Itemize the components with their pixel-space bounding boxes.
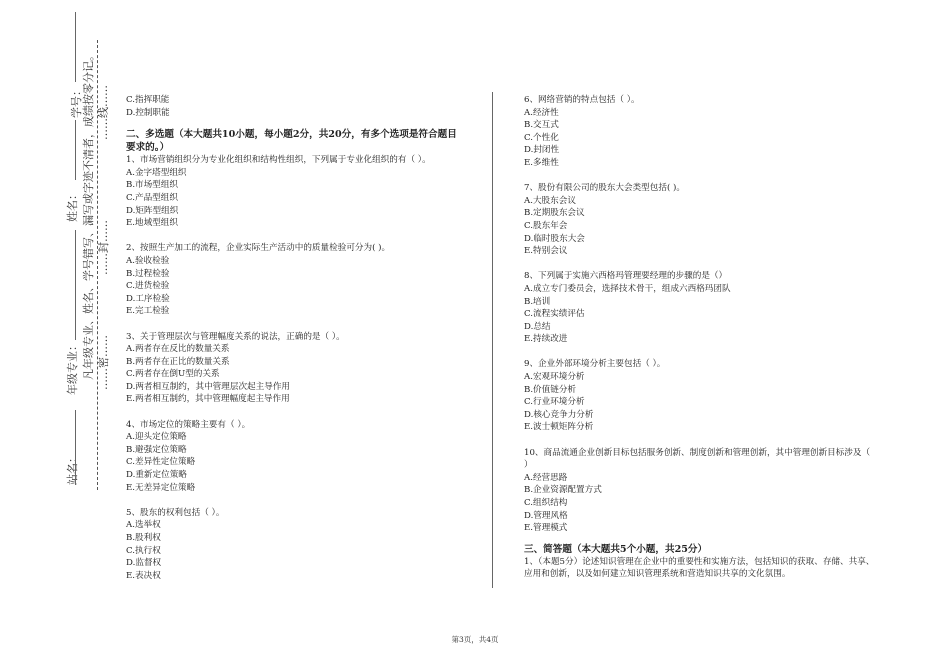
q7-option-d: D.临时股东大会 xyxy=(524,233,585,244)
q6-option-d: D.封闭性 xyxy=(524,145,560,156)
q9-option-c: C.行业环境分析 xyxy=(524,397,585,408)
margin-name-underline xyxy=(75,120,76,180)
major-label: 年级专业： xyxy=(66,340,79,395)
q7-stem: 7、股份有限公司的股东大会类型包括( )。 xyxy=(524,183,685,194)
q4-option-c: C.差异性定位策略 xyxy=(126,457,196,468)
section2-title-line2: 要求的。） xyxy=(126,142,170,154)
margin-major-underline xyxy=(75,230,76,340)
q6-option-b: B.交互式 xyxy=(524,120,559,131)
q9-option-d: D.核心竞争力分析 xyxy=(524,409,594,420)
margin-id-underline xyxy=(75,12,76,82)
q8-option-e: E.持续改进 xyxy=(524,334,568,345)
section2-title-line1: 二、多选题（本大题共10小题，每小题2分，共20分，有多个选项是符合题目 xyxy=(126,129,457,141)
q6-option-e: E.多维性 xyxy=(524,157,559,168)
q2-option-c: C.进货检验 xyxy=(126,281,170,292)
q8-option-b: B.培训 xyxy=(524,296,551,307)
q5-option-a: A.选举权 xyxy=(126,520,161,531)
q11-line1: 1、（本题5分）论述知识管理在企业中的重要性和实施方法，包括知识的获取、存储、共享、 xyxy=(524,556,875,567)
q4-option-d: D.重新定位策略 xyxy=(126,470,187,481)
q10-stem-line1: 10、商品流通企业创新目标包括服务创新、制度创新和管理创新，其中管理创新目标涉及（ xyxy=(524,447,871,458)
margin-station-underline xyxy=(75,410,76,485)
seal-mark-text: ……封…… xyxy=(97,220,110,275)
q2-option-a: A.验收检验 xyxy=(126,255,170,266)
q3-option-c: C.两者存在倒U型的关系 xyxy=(126,369,220,380)
q6-option-a: A.经济性 xyxy=(524,107,559,118)
q5-option-d: D.监督权 xyxy=(126,558,162,569)
margin-station xyxy=(64,452,80,485)
q5-option-b: B.股利权 xyxy=(126,533,161,543)
station-label: 站名： xyxy=(66,452,79,485)
margin-warning xyxy=(80,50,96,380)
q9-option-a: A.宏观环境分析 xyxy=(524,372,585,383)
line-mark-text: ……线…… xyxy=(97,85,110,140)
q3-option-a: A.两者存在反比的数量关系 xyxy=(126,344,230,355)
q5-option-c: C.执行权 xyxy=(126,545,161,556)
q7-option-e: E.特别会议 xyxy=(524,246,568,257)
q10-option-d: D.管理风格 xyxy=(524,510,568,521)
q6-option-c: C.个性化 xyxy=(524,132,559,143)
margin-major xyxy=(64,340,80,395)
q10-option-b: B.企业资源配置方式 xyxy=(524,485,602,496)
q10-stem-line2: ） xyxy=(524,460,533,471)
q4-option-b: B.避强定位策略 xyxy=(126,444,187,455)
q2-stem: 2、按照生产加工的流程，企业实际生产活动中的质量检验可分为( )。 xyxy=(126,243,391,254)
q4-option-e: E.无差异定位策略 xyxy=(126,482,196,493)
q8-option-a: A.成立专门委员会，选择技术骨干，组成六西格玛团队 xyxy=(524,283,731,294)
q7-option-a: A.大股东会议 xyxy=(524,195,576,206)
q1-option-d: D.矩阵型组织 xyxy=(126,205,179,216)
student-id-label: 学号： xyxy=(70,85,83,118)
q2-option-d: D.工序检验 xyxy=(126,293,170,304)
q9-option-b: B.价值链分析 xyxy=(524,384,577,395)
q1-option-a: A.金字塔型组织 xyxy=(126,167,187,178)
q9-stem: 9、企业外部环境分析主要包括（ ）。 xyxy=(524,359,666,370)
q1-option-e: E.地域型组织 xyxy=(126,218,178,229)
section3-title: 三、简答题（本大题共5个小题，共25分） xyxy=(524,543,708,555)
q3-option-b: B.两者存在正比的数量关系 xyxy=(126,356,230,367)
column-divider xyxy=(492,92,493,588)
warning-text: 凡年级专业、姓名、学号错写、漏写或字迹不清者，成绩按零分记。 xyxy=(82,50,95,380)
q1-stem: 1、市场营销组织分为专业化组织和结构性组织，下列属于专业化组织的有（ ）。 xyxy=(126,155,431,166)
page-footer: 第3页，共4页 xyxy=(451,635,499,644)
q3-option-d: D.两者相互制约，其中管理层次起主导作用 xyxy=(126,381,291,392)
q5-option-e: E.表决权 xyxy=(126,570,161,581)
q9-option-e: E.波士顿矩阵分析 xyxy=(524,422,594,433)
q10-option-c: C.组织结构 xyxy=(524,498,568,508)
secret-mark-text: ……密…… xyxy=(97,335,110,390)
q8-option-c: C.流程实绩评估 xyxy=(524,309,585,320)
q1-option-c: C.产品型组织 xyxy=(126,192,178,203)
margin-name xyxy=(64,189,80,222)
q8-option-d: D.总结 xyxy=(524,321,551,332)
right-column xyxy=(524,94,894,581)
q2-option-e: E.完工检验 xyxy=(126,306,170,317)
q3-stem: 3、关于管理层次与管理幅度关系的说法，正确的是（ ）。 xyxy=(126,331,345,342)
q1-option-b: B.市场型组织 xyxy=(126,180,179,191)
name-label: 姓名： xyxy=(66,189,79,222)
q7-option-c: C.股东年会 xyxy=(524,220,568,231)
binding-dashed-line xyxy=(97,40,98,490)
q7-option-b: B.定期股东会议 xyxy=(524,208,585,219)
left-column xyxy=(126,94,481,582)
q2-option-b: B.过程检验 xyxy=(126,268,170,279)
q10-option-e: E.管理模式 xyxy=(524,523,568,534)
q6-stem: 6、网络营销的特点包括（ ）。 xyxy=(524,95,640,105)
q11-line2: 应用和创新，以及如何建立知识管理系统和营造知识共享的文化氛围。 xyxy=(524,569,791,580)
carry-option-d: D.控制职能 xyxy=(126,107,170,118)
q4-stem: 4、市场定位的策略主要有（ ）。 xyxy=(126,419,251,430)
carry-option-c: C.指挥职能 xyxy=(126,95,170,105)
q10-option-a: A.经营思路 xyxy=(524,472,568,483)
q3-option-e: E.两者相互制约，其中管理幅度起主导作用 xyxy=(126,394,290,405)
q5-stem: 5、股东的权利包括（ ）。 xyxy=(126,507,225,518)
q8-stem: 8、下列属于实施六西格玛管理要经理的步骤的是（） xyxy=(524,271,728,282)
q4-option-a: A.迎头定位策略 xyxy=(126,432,187,443)
